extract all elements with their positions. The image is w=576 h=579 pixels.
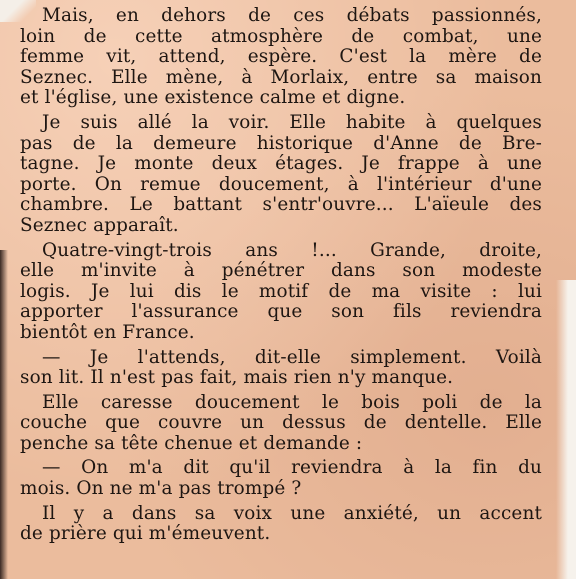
paragraph [20, 241, 542, 344]
article-text [20, 6, 542, 545]
paragraph [20, 113, 542, 237]
text-line: mois. On ne m'a pas trompé ? [20, 478, 302, 500]
text-line: loin de cette atmosphère de combat, une [20, 25, 542, 47]
text-line: penche sa tête chenue et demande : [20, 432, 363, 454]
text-line: Seznec apparaît. [20, 214, 179, 236]
right-torn-edge [556, 280, 576, 579]
text-line: couche que couvre un dessus de dentelle. Elle [20, 412, 542, 434]
text-line: Je suis allé la voir. Elle habite à quelques [42, 111, 542, 133]
paragraph [20, 393, 542, 455]
text-line: pas de la demeure historique d'Anne de Bre- [20, 132, 542, 154]
text-line: femme vit, attend, espère. C'est la mère de [20, 46, 542, 68]
text-line: apporter l'assurance que son fils reviendra [20, 301, 542, 323]
text-line: Seznec. Elle mène, à Morlaix, entre sa maison [20, 66, 542, 88]
paragraph [20, 348, 542, 389]
text-line: — On m'a dit qu'il reviendra à la fin du [42, 457, 542, 479]
text-line: porte. On remue doucement, à l'intérieur d'une [20, 173, 542, 195]
text-line: Elle caresse doucement le bois poli de la [42, 391, 542, 413]
text-line: Mais, en dehors de ces débats passionnés, [42, 5, 542, 26]
text-line: bientôt en France. [20, 321, 195, 343]
text-line: Il y a dans sa voix une anxiété, un accent [42, 502, 542, 524]
text-line: tagne. Je monte deux étages. Je frappe à une [20, 153, 542, 175]
paragraph [20, 458, 542, 499]
text-line: logis. Je lui dis le motif de ma visite : lui [20, 280, 542, 302]
left-dark-edge [0, 250, 8, 579]
text-line: son lit. Il n'est pas fait, mais rien n'y manque. [20, 367, 454, 389]
paragraph [20, 6, 542, 109]
text-line: chambre. Le battant s'entr'ouvre... L'aïeule des [20, 194, 542, 216]
text-line: Quatre-vingt-trois ans !... Grande, droite, [42, 239, 542, 261]
paragraph [20, 504, 542, 545]
text-line: et l'église, une existence calme et digne. [20, 87, 406, 109]
text-line: elle m'invite à pénétrer dans son modeste [20, 260, 542, 282]
text-line: — Je l'attends, dit-elle simplement. Voilà [42, 346, 542, 368]
text-line: de prière qui m'émeuvent. [20, 523, 271, 545]
